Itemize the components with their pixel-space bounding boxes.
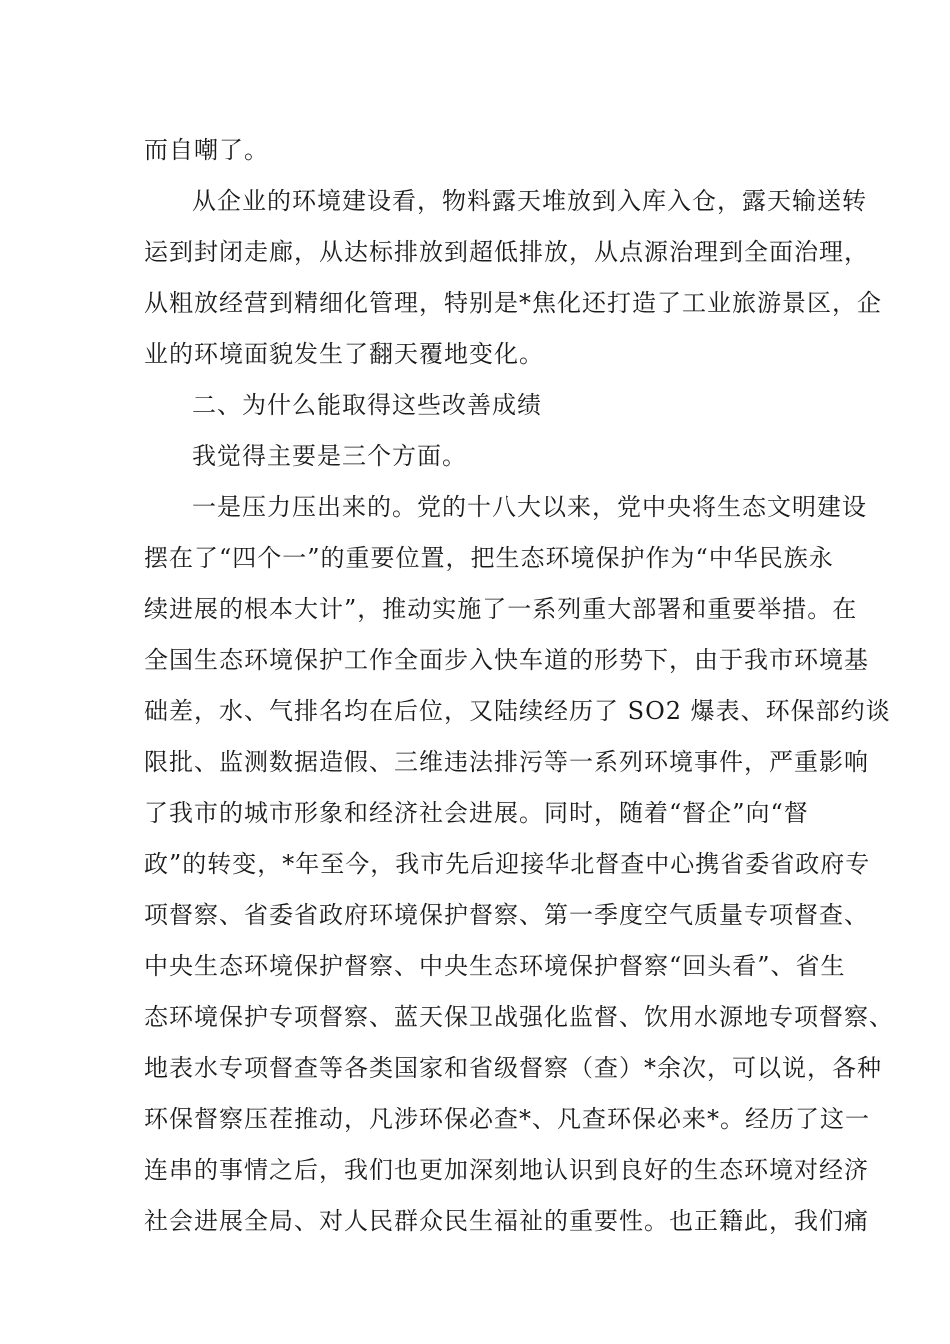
text-line: 社会进展全局、对人民群众民生福祉的重要性。也正籍此，我们痛 xyxy=(144,1207,869,1235)
text-line: 项督察、省委省政府环境保护督察、第一季度空气质量专项督查、 xyxy=(144,901,869,929)
text-line: 从粗放经营到精细化管理，特别是*焦化还打造了工业旅游景区，企 xyxy=(144,289,882,317)
text-line: 环保督察压茬推动，凡涉环保必查*、凡查环保必来*。经历了这一 xyxy=(144,1105,870,1133)
text-line: 运到封闭走廊，从达标排放到超低排放，从点源治理到全面治理， xyxy=(144,238,869,266)
paragraph-start: 我觉得主要是三个方面。 xyxy=(192,442,467,470)
text-line: 而自嘲了。 xyxy=(144,136,269,164)
text-line: 中央生态环境保护督察、中央生态环境保护督察“回头看”、省生 xyxy=(144,952,846,980)
text-line: 政”的转变，*年至今，我市先后迎接华北督查中心携省委省政府专 xyxy=(144,850,871,878)
text-line: 限批、监测数据造假、三维违法排污等一系列环境事件，严重影响 xyxy=(144,748,869,776)
text-line: 摆在了“四个一”的重要位置，把生态环境保护作为“中华民族永 xyxy=(144,544,834,572)
text-line: 态环境保护专项督察、蓝天保卫战强化监督、饮用水源地专项督察、 xyxy=(144,1003,894,1031)
paragraph-start: 从企业的环境建设看，物料露天堆放到入库入仓，露天输送转 xyxy=(192,187,867,215)
text-line: 地表水专项督查等各类国家和省级督察（查）*余次，可以说，各种 xyxy=(144,1054,882,1082)
section-heading: 二、为什么能取得这些改善成绩 xyxy=(192,391,542,419)
text-line: 了我市的城市形象和经济社会进展。同时，随着“督企”向“督 xyxy=(144,799,809,827)
text-line: 连串的事情之后，我们也更加深刻地认识到良好的生态环境对经济 xyxy=(144,1156,869,1184)
paragraph-start: 一是压力压出来的。党的十八大以来，党中央将生态文明建设 xyxy=(192,493,867,521)
text-line: 全国生态环境保护工作全面步入快车道的形势下，由于我市环境基 xyxy=(144,646,869,674)
text-line: 础差，水、气排名均在后位，又陆续经历了 SO2 爆表、环保部约谈 xyxy=(144,697,891,725)
text-line: 续进展的根本大计”，推动实施了一系列重大部署和重要举措。在 xyxy=(144,595,858,623)
text-line: 业的环境面貌发生了翻天覆地变化。 xyxy=(144,340,544,368)
